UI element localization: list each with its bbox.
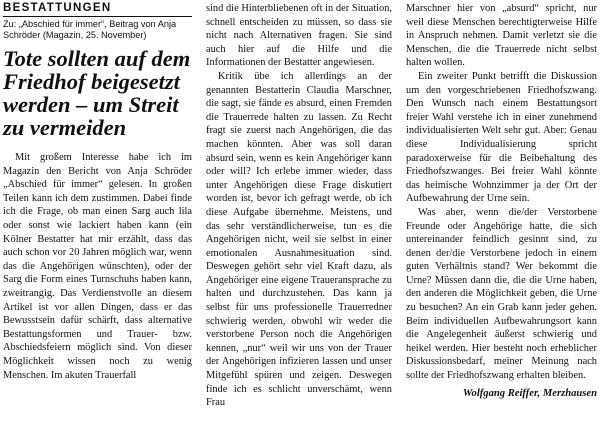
body-paragraph: Ein zweiter Punkt betrifft die Diskussion um den vorgeschriebenen Friedhofszwang. Den Wunsch nach einem Bestattungsort freier Wahl verstehe ich in einer zunehmend individualisierten Welt sehr gut. Aber: Genau diese Individualisierung spricht paradoxerweise für die Beibehaltung des Friedhofszwanges. Bei freier Wahl könnte das heimische Wohnzimmer ja der Ort der Aufbewahrung der Urne sein. [406,70,597,205]
section-rule [3,16,192,17]
body-paragraph: Was aber, wenn die/der Verstorbene Freunde oder Angehörige hatte, die sich untereinander feindlich gesinnt sind, zu denen der/die Verstorbene jedoch in einem guten Verhältnis stand? Wer bekommt die Urne? Müssen dann die, die die Urne haben, den anderen die Möglichkeit geben, die Urne zu besuchen? An ein Grab kann jeder gehen. Beim individuellen Aufbewahrungsort kann die Angelegenheit äußerst schwierig und heikel werden. Hier besteht noch erheblicher Diskussionsbedarf, meiner Meinung nach sollte der Friedhofszwang erhalten bleiben. [406,206,597,382]
body-paragraph: sind die Hinterbliebenen oft in der Situation, schnell entscheiden zu müssen, so dass sie nicht nach Alternativen fragen. Sie sind auch hier auf die Hilfe und die Informationen der Bestatter angewiesen. [206,3,392,69]
section-label: BESTATTUNGEN [3,2,112,14]
column-3 [406,2,597,400]
author-signature: Wolfgang Reiffer, Merzhausen [462,387,597,399]
body-paragraph: Mit großem Interesse habe ich im Magazin den Bericht von Anja Schröder „Abschied für immer“ gelesen. In großen Teilen kann ich dem zustimmen. Dabei finde ich die Frage, ob man einen Sarg auch lila oder sonst wie lackiert haben kann (ein Kölner Bestatter hat mir erzählt, dass das auch schon vor 20 Jahren möglich war, wenn das die Angehörigen wünschten), oder der Sarg die Form eines Turnschuhs haben kann, zweitrangig. Das Verdienstvolle an diesem Artikel ist vor allen Dingen, dass er das Bewusstsein dafür schärft, dass alternative Bestattungsformen und Trauer- bzw. Abschiedsfeiern möglich sind. Von dieser Möglichkeit wissen noch zu wenig Menschen. Im akuten Trauerfall [3,152,192,381]
headline: Tote sollten auf dem Friedhof beigesetzt werden – um Streit zu vermeiden [3,46,191,140]
body-paragraph: Kritik übe ich allerdings an der genannten Bestatterin Claudia Marschner, die sagt, sie fände es absurd, einen Fremden die Trauerrede halten zu lassen. Zu Recht fragt sie zuerst nach Angehörigen, die das machen könnten. Aber was soll daran absurd sein, wenn es kein Angehöriger kann oder will? Ich erlebe immer wieder, dass unter Angehörigen diese Frage diskutiert worden ist, bevor ich gefragt werde, ob ich diese Aufgabe übernehme. Meistens, und das sehr verständlicherweise, tun es die Angehörigen nicht, weil sie selbst in einer emotionalen Ausnahmesituation sind. Deswegen gehört sehr viel Kraft dazu, als Angehöriger eine eigene Traueransprache zu halten und durchzustehen. Das kann ja selbst für uns professionelle Trauerredner schwierig werden, obwohl wir weder die verstorbene Person noch die Angehörigen kennen, „nur“ weil wir uns von der Trauer der Angehörigen infizieren lassen und unser Mitgefühl spüren und zeigen. Deswegen finde ich es schlicht unverschämt, wenn Frau [206,70,392,409]
column-2 [206,2,392,410]
body-paragraph: Marschner hier von „absurd“ spricht, nur weil diese Menschen berechtigterweise Hilfe in Anspruch nehmen. Damit verletzt sie die Menschen, die die Trauerrede nicht selbst halten wollen. [406,3,597,69]
column-1 [3,2,192,382]
reference-line: Zu: „Abschied für immer“, Beitrag von Anja Schröder (Magazin, 25. November) [3,19,177,40]
